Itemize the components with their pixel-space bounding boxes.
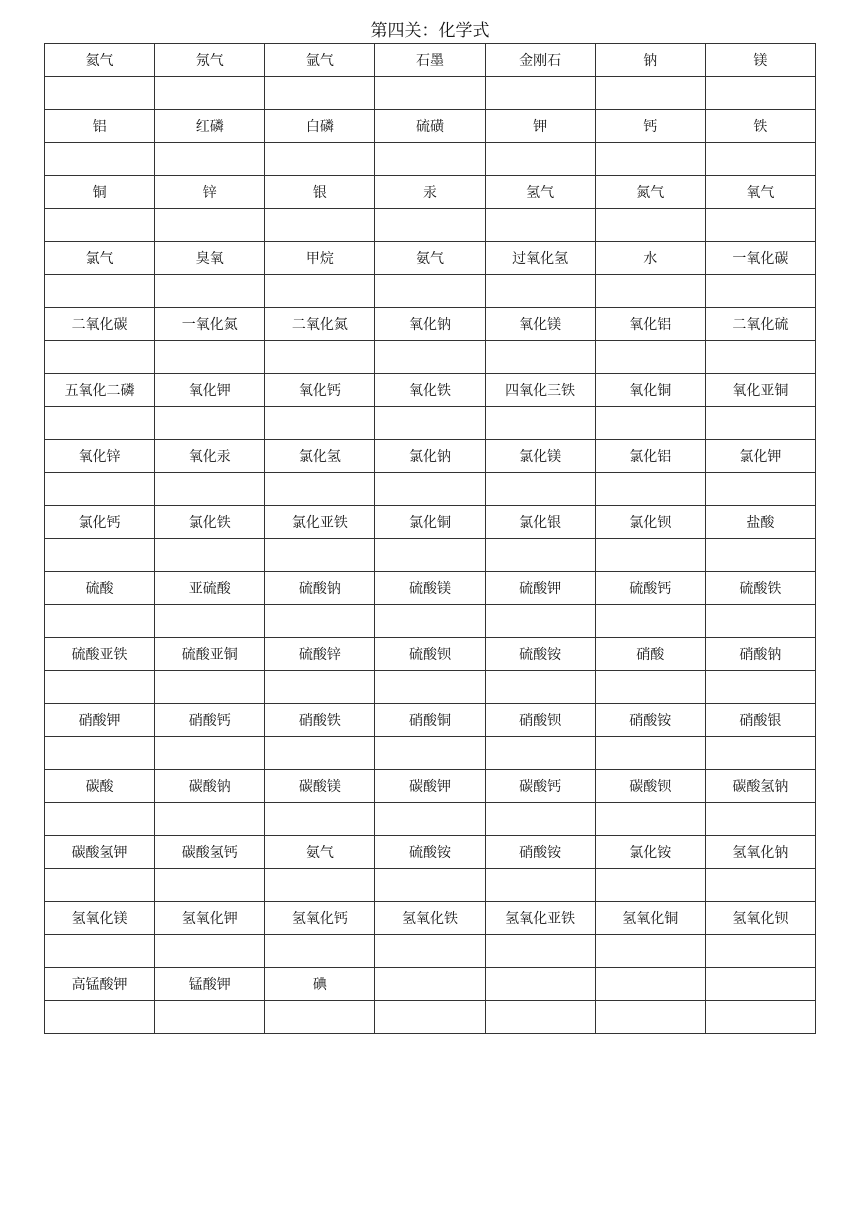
formula-answer-row <box>45 737 816 770</box>
formula-answer-cell[interactable] <box>265 869 375 902</box>
compound-name-row <box>45 506 816 539</box>
formula-answer-cell[interactable] <box>375 737 485 770</box>
chemical-formula-table <box>44 43 816 1034</box>
compound-name-cell: 镁 <box>705 44 815 77</box>
formula-answer-cell[interactable] <box>155 77 265 110</box>
formula-answer-cell[interactable] <box>45 275 155 308</box>
formula-answer-cell[interactable] <box>595 473 705 506</box>
formula-answer-cell[interactable] <box>485 275 595 308</box>
compound-name-cell: 氢氧化钠 <box>705 836 815 869</box>
formula-answer-cell[interactable] <box>485 803 595 836</box>
formula-answer-cell[interactable] <box>155 935 265 968</box>
page-title: 第四关：化学式 <box>370 21 490 41</box>
compound-name-cell: 氧化铜 <box>595 374 705 407</box>
compound-name-row <box>45 176 816 209</box>
compound-name-cell: 氖气 <box>155 44 265 77</box>
formula-answer-cell[interactable] <box>485 473 595 506</box>
compound-name-row <box>45 242 816 275</box>
compound-name-cell: 氧化铝 <box>595 308 705 341</box>
formula-answer-cell[interactable] <box>595 209 705 242</box>
formula-answer-row <box>45 407 816 440</box>
formula-answer-cell[interactable] <box>155 341 265 374</box>
compound-name-cell: 硝酸银 <box>705 704 815 737</box>
formula-answer-cell[interactable] <box>265 671 375 704</box>
formula-answer-cell[interactable] <box>155 671 265 704</box>
compound-name-cell: 钠 <box>595 44 705 77</box>
compound-name-cell: 氢氧化亚铁 <box>485 902 595 935</box>
formula-answer-cell[interactable] <box>705 539 815 572</box>
formula-answer-cell[interactable] <box>155 803 265 836</box>
formula-answer-cell[interactable] <box>45 143 155 176</box>
compound-name-cell: 氯化铜 <box>375 506 485 539</box>
formula-answer-row <box>45 803 816 836</box>
formula-answer-cell[interactable] <box>375 77 485 110</box>
compound-name-cell: 臭氧 <box>155 242 265 275</box>
compound-name-cell: 白磷 <box>265 110 375 143</box>
formula-answer-cell[interactable] <box>265 803 375 836</box>
compound-name-cell: 过氧化氢 <box>485 242 595 275</box>
compound-name-cell: 氯化亚铁 <box>265 506 375 539</box>
formula-answer-cell[interactable] <box>595 77 705 110</box>
formula-answer-cell[interactable] <box>45 539 155 572</box>
compound-name-cell: 亚硫酸 <box>155 572 265 605</box>
compound-name-cell <box>485 968 595 1001</box>
compound-name-cell: 四氧化三铁 <box>485 374 595 407</box>
compound-name-cell <box>595 968 705 1001</box>
formula-answer-cell[interactable] <box>595 935 705 968</box>
compound-name-cell: 氯化银 <box>485 506 595 539</box>
formula-answer-cell[interactable] <box>45 737 155 770</box>
compound-name-cell: 碳酸钾 <box>375 770 485 803</box>
compound-name-row <box>45 968 816 1001</box>
compound-name-cell: 氧化铁 <box>375 374 485 407</box>
formula-answer-cell[interactable] <box>595 605 705 638</box>
formula-answer-row <box>45 209 816 242</box>
formula-answer-cell[interactable] <box>45 77 155 110</box>
compound-name-cell: 碳酸镁 <box>265 770 375 803</box>
formula-answer-cell[interactable] <box>265 407 375 440</box>
formula-answer-cell[interactable] <box>595 143 705 176</box>
compound-name-cell: 氢氧化铜 <box>595 902 705 935</box>
formula-answer-row <box>45 605 816 638</box>
formula-answer-cell[interactable] <box>45 407 155 440</box>
formula-answer-row <box>45 935 816 968</box>
formula-answer-cell[interactable] <box>45 473 155 506</box>
formula-answer-cell[interactable] <box>155 1001 265 1034</box>
table-body <box>45 44 816 1034</box>
compound-name-cell: 硝酸钾 <box>45 704 155 737</box>
compound-name-cell: 氯化镁 <box>485 440 595 473</box>
formula-answer-cell[interactable] <box>595 407 705 440</box>
formula-answer-cell[interactable] <box>375 209 485 242</box>
compound-name-cell: 硫酸锌 <box>265 638 375 671</box>
formula-answer-cell[interactable] <box>265 539 375 572</box>
compound-name-cell: 二氧化氮 <box>265 308 375 341</box>
compound-name-cell: 氯化铝 <box>595 440 705 473</box>
formula-answer-cell[interactable] <box>155 143 265 176</box>
formula-answer-cell[interactable] <box>375 143 485 176</box>
formula-answer-cell[interactable] <box>265 275 375 308</box>
compound-name-cell: 一氧化碳 <box>705 242 815 275</box>
compound-name-row <box>45 308 816 341</box>
formula-answer-cell[interactable] <box>595 341 705 374</box>
compound-name-cell: 氯化铁 <box>155 506 265 539</box>
compound-name-cell: 银 <box>265 176 375 209</box>
formula-answer-cell[interactable] <box>595 275 705 308</box>
compound-name-cell: 硫酸钙 <box>595 572 705 605</box>
compound-name-cell: 氯化铵 <box>595 836 705 869</box>
compound-name-cell: 氨气 <box>265 836 375 869</box>
compound-name-cell: 氧化钙 <box>265 374 375 407</box>
formula-answer-row <box>45 539 816 572</box>
formula-answer-cell[interactable] <box>485 407 595 440</box>
formula-answer-cell[interactable] <box>265 737 375 770</box>
compound-name-cell: 五氧化二磷 <box>45 374 155 407</box>
compound-name-cell: 钙 <box>595 110 705 143</box>
compound-name-cell: 硝酸铁 <box>265 704 375 737</box>
compound-name-cell: 硝酸钙 <box>155 704 265 737</box>
compound-name-cell: 高锰酸钾 <box>45 968 155 1001</box>
compound-name-cell: 氯气 <box>45 242 155 275</box>
formula-answer-row <box>45 671 816 704</box>
compound-name-cell: 硫酸亚铜 <box>155 638 265 671</box>
formula-answer-row <box>45 869 816 902</box>
compound-name-row <box>45 44 816 77</box>
compound-name-cell: 硫酸铵 <box>485 638 595 671</box>
formula-answer-cell[interactable] <box>265 143 375 176</box>
formula-answer-cell[interactable] <box>155 737 265 770</box>
formula-answer-cell[interactable] <box>155 605 265 638</box>
formula-answer-row <box>45 341 816 374</box>
compound-name-cell: 硝酸铵 <box>595 704 705 737</box>
compound-name-cell: 氯化氢 <box>265 440 375 473</box>
formula-answer-cell[interactable] <box>45 935 155 968</box>
compound-name-cell: 铝 <box>45 110 155 143</box>
formula-answer-cell[interactable] <box>265 77 375 110</box>
formula-answer-cell[interactable] <box>705 407 815 440</box>
compound-name-cell: 氧化亚铜 <box>705 374 815 407</box>
compound-name-cell: 氯化钙 <box>45 506 155 539</box>
formula-answer-cell[interactable] <box>485 539 595 572</box>
formula-answer-cell[interactable] <box>595 803 705 836</box>
formula-answer-cell[interactable] <box>485 605 595 638</box>
compound-name-cell: 氢氧化钡 <box>705 902 815 935</box>
formula-answer-cell[interactable] <box>485 671 595 704</box>
compound-name-row <box>45 770 816 803</box>
formula-answer-cell[interactable] <box>705 143 815 176</box>
compound-name-cell: 锌 <box>155 176 265 209</box>
compound-name-cell: 一氧化氮 <box>155 308 265 341</box>
compound-name-row <box>45 704 816 737</box>
formula-answer-cell[interactable] <box>485 341 595 374</box>
formula-answer-cell[interactable] <box>485 143 595 176</box>
formula-answer-cell[interactable] <box>595 869 705 902</box>
compound-name-cell: 甲烷 <box>265 242 375 275</box>
formula-answer-cell[interactable] <box>155 407 265 440</box>
formula-answer-cell[interactable] <box>595 1001 705 1034</box>
formula-answer-cell[interactable] <box>705 935 815 968</box>
compound-name-row <box>45 572 816 605</box>
formula-answer-cell[interactable] <box>375 539 485 572</box>
formula-answer-cell[interactable] <box>705 737 815 770</box>
compound-name-cell: 碳酸氢钾 <box>45 836 155 869</box>
compound-name-cell: 碳酸氢钠 <box>705 770 815 803</box>
compound-name-cell: 盐酸 <box>705 506 815 539</box>
compound-name-cell: 氧化镁 <box>485 308 595 341</box>
formula-answer-cell[interactable] <box>375 1001 485 1034</box>
formula-answer-cell[interactable] <box>485 869 595 902</box>
formula-answer-cell[interactable] <box>595 671 705 704</box>
compound-name-cell: 氢氧化铁 <box>375 902 485 935</box>
formula-answer-cell[interactable] <box>265 209 375 242</box>
formula-answer-cell[interactable] <box>705 869 815 902</box>
formula-answer-cell[interactable] <box>155 869 265 902</box>
formula-answer-cell[interactable] <box>45 671 155 704</box>
formula-answer-cell[interactable] <box>45 209 155 242</box>
compound-name-cell: 氩气 <box>265 44 375 77</box>
compound-name-row <box>45 836 816 869</box>
compound-name-row <box>45 110 816 143</box>
formula-answer-cell[interactable] <box>705 209 815 242</box>
compound-name-cell: 铜 <box>45 176 155 209</box>
formula-answer-cell[interactable] <box>375 275 485 308</box>
compound-name-cell: 硝酸钠 <box>705 638 815 671</box>
compound-name-cell: 氢氧化钾 <box>155 902 265 935</box>
formula-answer-cell[interactable] <box>485 77 595 110</box>
compound-name-cell: 硝酸铵 <box>485 836 595 869</box>
compound-name-cell: 氧气 <box>705 176 815 209</box>
formula-answer-cell[interactable] <box>265 1001 375 1034</box>
compound-name-cell: 硫磺 <box>375 110 485 143</box>
compound-name-cell: 红磷 <box>155 110 265 143</box>
compound-name-cell: 汞 <box>375 176 485 209</box>
compound-name-cell: 硫酸 <box>45 572 155 605</box>
compound-name-cell: 硫酸镁 <box>375 572 485 605</box>
compound-name-cell: 氧化钾 <box>155 374 265 407</box>
formula-answer-cell[interactable] <box>265 935 375 968</box>
compound-name-cell: 碳酸 <box>45 770 155 803</box>
formula-answer-cell[interactable] <box>45 341 155 374</box>
formula-answer-cell[interactable] <box>155 539 265 572</box>
formula-answer-cell[interactable] <box>265 341 375 374</box>
formula-answer-cell[interactable] <box>155 209 265 242</box>
compound-name-cell: 石墨 <box>375 44 485 77</box>
formula-answer-cell[interactable] <box>705 275 815 308</box>
compound-name-cell: 碳酸钠 <box>155 770 265 803</box>
formula-answer-cell[interactable] <box>485 935 595 968</box>
compound-name-cell: 水 <box>595 242 705 275</box>
compound-name-cell: 氧化汞 <box>155 440 265 473</box>
formula-answer-cell[interactable] <box>705 1001 815 1034</box>
compound-name-cell: 碳酸钙 <box>485 770 595 803</box>
compound-name-row <box>45 902 816 935</box>
compound-name-cell: 锰酸钾 <box>155 968 265 1001</box>
formula-answer-cell[interactable] <box>375 605 485 638</box>
formula-answer-row <box>45 77 816 110</box>
compound-name-cell: 硫酸铵 <box>375 836 485 869</box>
compound-name-cell: 氢气 <box>485 176 595 209</box>
formula-answer-cell[interactable] <box>155 473 265 506</box>
compound-name-cell: 铁 <box>705 110 815 143</box>
compound-name-cell: 钾 <box>485 110 595 143</box>
formula-answer-cell[interactable] <box>375 671 485 704</box>
compound-name-cell: 碳酸钡 <box>595 770 705 803</box>
compound-name-cell <box>705 968 815 1001</box>
formula-answer-cell[interactable] <box>375 803 485 836</box>
formula-answer-cell[interactable] <box>705 341 815 374</box>
compound-name-cell: 氧化钠 <box>375 308 485 341</box>
compound-name-cell: 硝酸铜 <box>375 704 485 737</box>
formula-answer-row <box>45 275 816 308</box>
compound-name-cell: 碘 <box>265 968 375 1001</box>
formula-answer-cell[interactable] <box>265 473 375 506</box>
formula-answer-cell[interactable] <box>45 869 155 902</box>
compound-name-cell: 金刚石 <box>485 44 595 77</box>
compound-name-cell: 氯化钠 <box>375 440 485 473</box>
formula-answer-cell[interactable] <box>45 1001 155 1034</box>
formula-answer-cell[interactable] <box>705 605 815 638</box>
compound-name-cell: 氢氧化钙 <box>265 902 375 935</box>
formula-answer-cell[interactable] <box>45 803 155 836</box>
formula-answer-cell[interactable] <box>375 341 485 374</box>
compound-name-cell: 硫酸钡 <box>375 638 485 671</box>
compound-name-cell: 氮气 <box>595 176 705 209</box>
compound-name-row <box>45 638 816 671</box>
formula-answer-cell[interactable] <box>375 869 485 902</box>
compound-name-cell: 碳酸氢钙 <box>155 836 265 869</box>
compound-name-cell: 氧化锌 <box>45 440 155 473</box>
formula-answer-cell[interactable] <box>265 605 375 638</box>
formula-answer-cell[interactable] <box>705 77 815 110</box>
compound-name-cell: 氢氧化镁 <box>45 902 155 935</box>
compound-name-row <box>45 440 816 473</box>
formula-answer-cell[interactable] <box>375 935 485 968</box>
formula-answer-row <box>45 1001 816 1034</box>
formula-answer-cell[interactable] <box>595 737 705 770</box>
compound-name-cell: 氯化钡 <box>595 506 705 539</box>
compound-name-cell: 氨气 <box>375 242 485 275</box>
compound-name-cell: 硝酸钡 <box>485 704 595 737</box>
compound-name-cell <box>375 968 485 1001</box>
formula-answer-cell[interactable] <box>705 803 815 836</box>
compound-name-cell: 硫酸钾 <box>485 572 595 605</box>
formula-answer-cell[interactable] <box>375 473 485 506</box>
compound-name-cell: 氯化钾 <box>705 440 815 473</box>
compound-name-cell: 硫酸铁 <box>705 572 815 605</box>
formula-answer-row <box>45 473 816 506</box>
compound-name-cell: 硫酸钠 <box>265 572 375 605</box>
formula-answer-cell[interactable] <box>485 209 595 242</box>
formula-answer-cell[interactable] <box>595 539 705 572</box>
formula-answer-cell[interactable] <box>375 407 485 440</box>
formula-answer-cell[interactable] <box>705 473 815 506</box>
formula-answer-cell[interactable] <box>705 671 815 704</box>
compound-name-cell: 氦气 <box>45 44 155 77</box>
compound-name-cell: 硫酸亚铁 <box>45 638 155 671</box>
formula-answer-cell[interactable] <box>155 275 265 308</box>
formula-answer-row <box>45 143 816 176</box>
compound-name-row <box>45 374 816 407</box>
formula-answer-cell[interactable] <box>485 737 595 770</box>
compound-name-cell: 二氧化碳 <box>45 308 155 341</box>
formula-answer-cell[interactable] <box>485 1001 595 1034</box>
compound-name-cell: 硝酸 <box>595 638 705 671</box>
formula-answer-cell[interactable] <box>45 605 155 638</box>
compound-name-cell: 二氧化硫 <box>705 308 815 341</box>
